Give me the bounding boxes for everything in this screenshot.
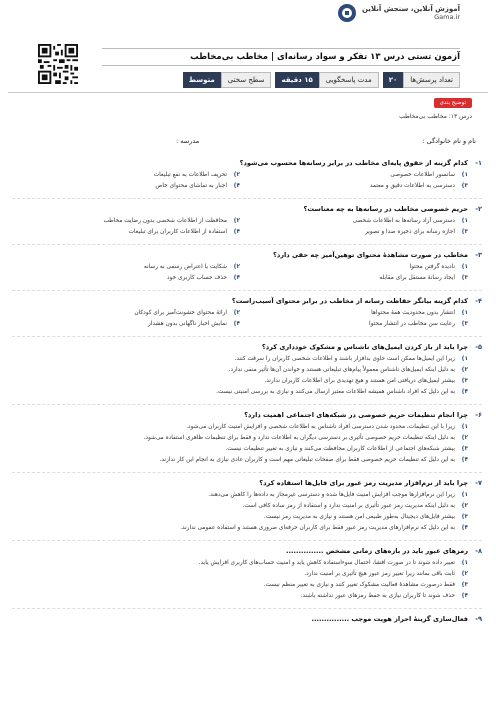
option-number: ۳) <box>461 229 468 235</box>
question-stem: حریم خصوصی مخاطب در رسانه‌ها به چه معناست؟ <box>303 205 468 213</box>
exam-header <box>8 4 488 92</box>
section-badge: توضیح بندی <box>434 98 472 108</box>
option-number: ۳) <box>461 275 468 281</box>
question-separator <box>12 404 482 405</box>
option-text: اجبار به تماشای محتوای خاص <box>155 183 227 189</box>
option-text: زیرا این ایمیل‌ها ممکن است حاوی بدافزار باشند و اطلاعات شخصی کاربران را سرقت کنند. <box>234 356 455 362</box>
options-group <box>12 354 482 398</box>
option-number: ۳) <box>461 321 468 327</box>
question-number: ۴- <box>475 297 482 305</box>
option-text: بیشتر ایمیل‌های دریافتی امن هستند و هیچ تهدیدی برای اطلاعات کاربران ندارند. <box>264 378 455 384</box>
option-text: تحریف اطلاعات به نفع تبلیغات <box>153 172 227 178</box>
exam-info-row <box>102 72 460 88</box>
answer-option[interactable] <box>240 216 468 227</box>
questions-list <box>12 158 482 632</box>
option-text: بیشتر شبکه‌های اجتماعی از اطلاعات کاربران محافظت می‌کنند و نیازی به تغییر تنظیمات نیست. <box>225 446 455 452</box>
answer-option[interactable] <box>12 216 240 227</box>
option-text: استفاده از اطلاعات کاربران برای تبلیغات <box>128 229 227 235</box>
options-group <box>12 308 482 330</box>
question-number: ۸- <box>475 547 482 555</box>
answer-option[interactable] <box>12 262 240 273</box>
answer-option[interactable] <box>12 558 468 569</box>
option-text: به دلیل اینکه مدیریت رمز عبور تأثیری بر امنیت ندارد و استفاده از رمز ساده کافی است. <box>242 503 455 509</box>
qr-code-icon <box>38 44 78 84</box>
option-text: دسترسی آزاد رسانه‌ها به اطلاعات شخصی <box>352 218 455 224</box>
option-text: حذف حساب کاربری خود <box>167 275 227 281</box>
answer-option[interactable] <box>240 319 468 330</box>
options-group <box>12 262 482 284</box>
answer-option[interactable] <box>12 523 468 534</box>
answer-option[interactable] <box>12 365 468 376</box>
question-text <box>12 614 482 624</box>
school-label: مدرسه : <box>176 137 200 145</box>
question-stem: چرا انجام تنظیمات حریم خصوصی در شبکه‌های اجتماعی اهمیت دارد؟ <box>244 411 468 419</box>
exam-title: آزمون تستی درس ۱۳ تفکر و سواد رسانه‌ای | مخاطب بی‌مخاطب <box>102 48 460 66</box>
option-text: ارائهٔ محتوای خشونت‌آمیز برای کودکان <box>134 310 227 316</box>
option-number: ۳) <box>461 378 468 384</box>
option-text: به این دلیل که تنظیمات حریم خصوصی فقط برای صفحات تبلیغاتی مهم است و کاربران عادی نیازی به انجام این کار ندارند. <box>159 457 455 463</box>
question-stem: چرا باید از باز کردن ایمیل‌های ناشناس و مشکوک خودداری کرد؟ <box>261 343 468 351</box>
question-item <box>12 410 482 466</box>
question-number: ۵- <box>475 343 482 351</box>
option-number: ۴) <box>461 525 468 531</box>
option-text: به دلیل اینکه ایمیل‌های ناشناس معمولاً پیام‌های تبلیغاتی هستند و خواندن آن‌ها تأثیر منفی ندارد. <box>228 367 455 373</box>
question-item <box>12 204 482 238</box>
option-text: رعایت سن مخاطب در انتشار محتوا <box>368 321 455 327</box>
question-number: ۱- <box>475 159 482 167</box>
option-text: به این دلیل که نرم‌افزارهای مدیریت رمز عبور فقط برای کاربران حرفه‌ای ضروری هستند و استفاده عمومی ندارند. <box>180 525 455 531</box>
option-text: فقط درصورت مشاهدهٔ فعالیت مشکوک تغییر کنند و نیازی به تغییر منظم نیست. <box>263 582 455 588</box>
answer-option[interactable] <box>12 512 468 523</box>
option-text: انتشار بدون محدودیت همهٔ محتواها <box>371 310 455 316</box>
answer-option[interactable] <box>12 319 240 330</box>
options-group <box>12 490 482 534</box>
question-item <box>12 296 482 330</box>
answer-option[interactable] <box>12 569 468 580</box>
question-separator <box>12 608 482 609</box>
option-number: ۴) <box>461 593 468 599</box>
answer-option[interactable] <box>240 262 468 273</box>
option-text: زیرا این نرم‌افزارها موجب افزایش امنیت فایل‌ها شده و دسترسی غیرمجاز به داده‌ها را کاهش می‌دهند. <box>208 492 455 498</box>
option-text: حذف شوند تا کاربران نیازی به حفظ رمزهای عبور نداشته باشند. <box>300 593 455 599</box>
question-separator <box>12 472 482 473</box>
answer-option[interactable] <box>12 455 468 466</box>
info-value: متوسط <box>183 72 221 88</box>
option-text: نادیده گرفتن محتوا <box>409 264 455 270</box>
options-group <box>12 170 482 192</box>
question-number: ۲- <box>475 205 482 213</box>
question-separator <box>12 244 482 245</box>
question-text <box>12 204 482 214</box>
option-number: ۳) <box>461 446 468 452</box>
option-number: ۱) <box>461 560 468 566</box>
question-text <box>12 158 482 168</box>
lesson-label: درس ۱۳: مخاطب بی‌مخاطب <box>399 113 472 120</box>
option-text: به دلیل اینکه تنظیمات حریم خصوصی تأثیری بر دسترسی دیگران به اطلاعات ندارد و فقط برای تنظیمات ظاهری استفاده می‌شود. <box>143 435 455 441</box>
option-number: ۱) <box>461 172 468 178</box>
option-number: ۱) <box>461 424 468 430</box>
question-text <box>12 410 482 420</box>
option-number: ۴) <box>461 389 468 395</box>
option-text: زیرا با این تنظیمات، محدود شدن دسترسی افراد ناشناس به اطلاعات شخصی و افزایش امنیت کاربران می‌شود. <box>186 424 455 430</box>
question-text <box>12 342 482 352</box>
info-duration <box>275 72 378 88</box>
option-text: اجازه رسانه برای ذخیره صدا و تصویر <box>365 229 455 235</box>
answer-option[interactable] <box>12 387 468 398</box>
question-item <box>12 158 482 192</box>
option-number: ۴) <box>233 275 240 281</box>
answer-option[interactable] <box>12 422 468 433</box>
option-number: ۱) <box>461 310 468 316</box>
answer-option[interactable] <box>240 181 468 192</box>
info-value: ۲۰ <box>383 72 404 88</box>
option-number: ۲) <box>233 310 240 316</box>
option-number: ۲) <box>233 264 240 270</box>
answer-option[interactable] <box>240 273 468 284</box>
option-number: ۴) <box>233 321 240 327</box>
question-number: ۷- <box>475 479 482 487</box>
question-number: ۳- <box>475 251 482 259</box>
brand-logo[interactable] <box>338 4 460 22</box>
question-separator <box>12 540 482 541</box>
info-label: سطح سختی <box>221 72 272 88</box>
answer-option[interactable] <box>12 227 240 238</box>
option-number: ۱) <box>461 218 468 224</box>
question-number: ۶- <box>475 411 482 419</box>
option-number: ۴) <box>461 457 468 463</box>
question-separator <box>12 336 482 337</box>
question-stem: فعال‌سازی گزینهٔ احراز هویت موجب ............... <box>311 615 468 623</box>
question-item <box>12 546 482 602</box>
answer-option[interactable] <box>12 501 468 512</box>
gama-logo-icon <box>338 4 356 22</box>
option-number: ۲) <box>461 367 468 373</box>
question-stem: رمزهای عبور باید در بازه‌های زمانی مشخص ............... <box>285 547 468 555</box>
qr-code <box>38 44 78 84</box>
options-group <box>12 216 482 238</box>
option-number: ۳) <box>461 183 468 189</box>
question-text <box>12 296 482 306</box>
question-number: ۹- <box>475 615 482 623</box>
option-number: ۳) <box>461 582 468 588</box>
answer-option[interactable] <box>12 580 468 591</box>
option-text: سانسور اطلاعات خصوصی <box>390 172 455 178</box>
info-label: مدت پاسخگویی <box>319 72 379 88</box>
option-number: ۴) <box>233 229 240 235</box>
option-number: ۲) <box>461 435 468 441</box>
exam-title-box <box>102 48 460 88</box>
question-text <box>12 250 482 260</box>
option-number: ۱) <box>461 264 468 270</box>
option-text: دسترسی به اطلاعات دقیق و معتمد <box>369 183 455 189</box>
option-text: تغییر داده شوند تا در صورت افشا، احتمال سوءاستفاده کاهش یابد و امنیت حساب‌های کاربری افزایش یابد. <box>198 560 455 566</box>
answer-option[interactable] <box>12 308 240 319</box>
answer-option[interactable] <box>240 170 468 181</box>
option-number: ۲) <box>233 172 240 178</box>
question-item <box>12 614 482 626</box>
answer-option[interactable] <box>12 354 468 365</box>
question-item <box>12 250 482 284</box>
question-stem: مخاطب در صورت مشاهدهٔ محتوای توهین‌آمیز چه حقی دارد؟ <box>273 251 468 259</box>
option-text: به این دلیل که افراد ناشناس همیشه اطلاعات معتبر ارسال می‌کنند و نیازی به بررسی امنیتی نیست. <box>216 389 455 395</box>
question-stem: کدام گزینه از حقوق پایه‌ای مخاطب در برابر رسانه‌ها محسوب می‌شود؟ <box>239 159 468 167</box>
answer-option[interactable] <box>12 591 468 602</box>
question-stem: کدام گزینه بیانگر حفاظت رسانه از مخاطب در برابر محتوای آسیب‌زاست؟ <box>231 297 468 305</box>
brand-tagline: آموزش آنلاین، سنجش آنلاین <box>361 5 460 13</box>
answer-option[interactable] <box>12 376 468 387</box>
question-text <box>12 546 482 556</box>
option-number: ۲) <box>461 503 468 509</box>
answer-option[interactable] <box>12 181 240 192</box>
option-number: ۴) <box>233 183 240 189</box>
brand-domain: Gama.ir <box>434 13 460 21</box>
answer-option[interactable] <box>12 273 240 284</box>
student-name-label: نام و نام خانوادگی : <box>422 137 476 145</box>
option-text: نمایش اخبار ناگهانی بدون هشدار <box>147 321 227 327</box>
option-number: ۱) <box>461 492 468 498</box>
question-separator <box>12 198 482 199</box>
option-number: ۱) <box>461 356 468 362</box>
answer-option[interactable] <box>12 170 240 181</box>
info-label: تعداد پرسش‌ها <box>403 72 460 88</box>
options-group <box>12 558 482 602</box>
options-group <box>12 422 482 466</box>
question-separator <box>12 290 482 291</box>
answer-option[interactable] <box>240 227 468 238</box>
option-text: بیشتر فایل‌های دیجیتال به‌طور طبیعی امن هستند و نیازی به مدیریت رمز نیست. <box>263 514 455 520</box>
option-number: ۲) <box>461 571 468 577</box>
question-text <box>12 478 482 488</box>
answer-option[interactable] <box>12 490 468 501</box>
info-question-count <box>383 72 460 88</box>
answer-option[interactable] <box>12 433 468 444</box>
option-number: ۲) <box>233 218 240 224</box>
student-info-row <box>16 137 476 145</box>
question-stem: چرا باید از نرم‌افزار مدیریت رمز عبور برای فایل‌ها استفاده کرد؟ <box>259 479 468 487</box>
option-number: ۳) <box>461 514 468 520</box>
answer-option[interactable] <box>12 444 468 455</box>
option-text: ایجاد رسانهٔ مستقل برای مقابله <box>379 275 455 281</box>
info-difficulty <box>183 72 272 88</box>
info-value: ۱۵ دقیقه <box>275 72 318 88</box>
answer-option[interactable] <box>240 308 468 319</box>
option-text: محافظت از اطلاعات شخصی بدون رضایت مخاطب <box>103 218 227 224</box>
header-divider <box>8 92 488 93</box>
option-text: شکایت یا اعتراض رسمی به رسانه <box>143 264 227 270</box>
question-item <box>12 342 482 398</box>
option-text: ثابت باقی بمانند زیرا تغییر رمز عبور هیچ تأثیری بر امنیت ندارد. <box>304 571 455 577</box>
question-item <box>12 478 482 534</box>
